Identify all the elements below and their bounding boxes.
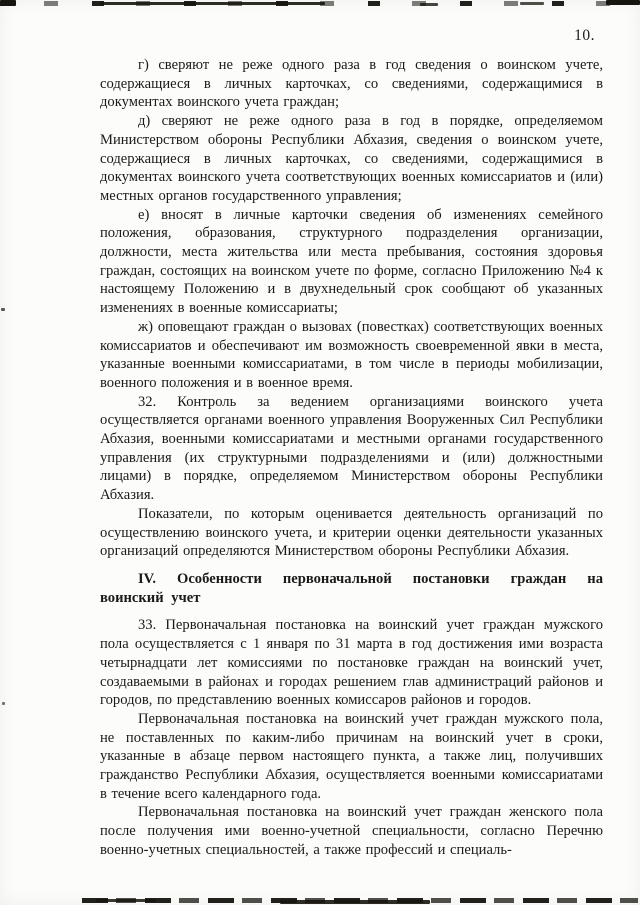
section-heading-iv: IV. Особенности первоначальной постановки граждан на воинский учет [100, 570, 603, 606]
page-number: 10. [574, 27, 595, 44]
paragraph-initial-registration-women: Первоначальная постановка на воинский учет граждан женского пола после получения ими военно-учетной специальности, согласно Перечню военно-учетных специальностей, а также профессий и специаль- [100, 804, 603, 858]
paragraph-indicators: Показатели, по которым оценивается деятельность организаций по осуществлению воинского учета, и критерии оценки деятельности указанных организаций определяются Министерством обороны Республики Абхазия. [100, 505, 603, 560]
scan-artifact [1, 308, 5, 311]
scan-artifact [420, 3, 438, 6]
scan-artifact [280, 900, 430, 904]
paragraph-item-zh: ж) оповещают граждан о вызовах (повестках) соответствующих военных комиссариатов и обеспечивают им возможность своевременной явки в места, указанные военными комиссариатами, в том числе в периоды мобилизации, военного положения и в военное время. [100, 318, 603, 391]
scan-artifact-bottom-band [82, 898, 638, 903]
paragraph-item-e: е) вносят в личные карточки сведения об изменениях семейного положения, образования, структурного подразделения организации, должности, места жительства или места пребывания, состояния здоровья граждан, состоящих на воинском учете по форме, согласно Приложению №4 к настоящему Положению и в двухнедельный срок сообщают об указанных изменениях в военные комиссариаты; [100, 206, 603, 317]
paragraph-clause-32: 32. Контроль за ведением организациями воинского учета осуществляется органами военного управления Вооруженных Сил Республики Абхазия, военными комиссариатами и местными органами государственного управления (их структурными подразделениями и (или) должностными лицами) в порядке, определяемом Министерством обороны Республики Абхазия. [100, 393, 603, 504]
document-body [100, 56, 603, 860]
scan-artifact [520, 2, 544, 5]
scan-artifact [0, 0, 16, 6]
paragraph-item-d: д) сверяют не реже одного раза в год в порядке, определяемом Министерством обороны Республики Абхазия, сведения о воинском учете, содержащиеся в личных карточках, со сведениями, содержащимися в документах воинского учета соответствующих военных комиссариатов и (или) местных органов государственного управления; [100, 113, 603, 204]
paragraph-item-g: г) сверяют не реже одного раза в год сведения о воинском учете, содержащиеся в личных карточках, со сведениями, содержащимися в документах воинского учета граждан; [100, 57, 603, 111]
scan-artifact [2, 702, 5, 705]
paragraph-initial-registration-late: Первоначальная постановка на воинский учет граждан мужского пола, не поставленных по каким-либо причинам на воинский учет в сроки, указанные в абзаце первом настоящего пункта, а также лиц, получивших гражданство Республики Абхазия, осуществляется военными комиссариатами в течение всего календарного года. [100, 710, 603, 802]
scan-artifact-top-band [0, 1, 640, 6]
scan-artifact [100, 2, 325, 5]
scan-artifact [606, 0, 640, 5]
paragraph-clause-33: 33. Первоначальная постановка на воинский учет граждан мужского пола осуществляется с 1 января по 31 марта в год достижения ими возраста четырнадцати лет комиссиями по постановке граждан на воинский учет, создаваемыми в районах и городах решением глав администраций районов и городов, по представлению военных комиссаров районов и городов. [100, 617, 603, 709]
scan-artifact [96, 899, 156, 902]
